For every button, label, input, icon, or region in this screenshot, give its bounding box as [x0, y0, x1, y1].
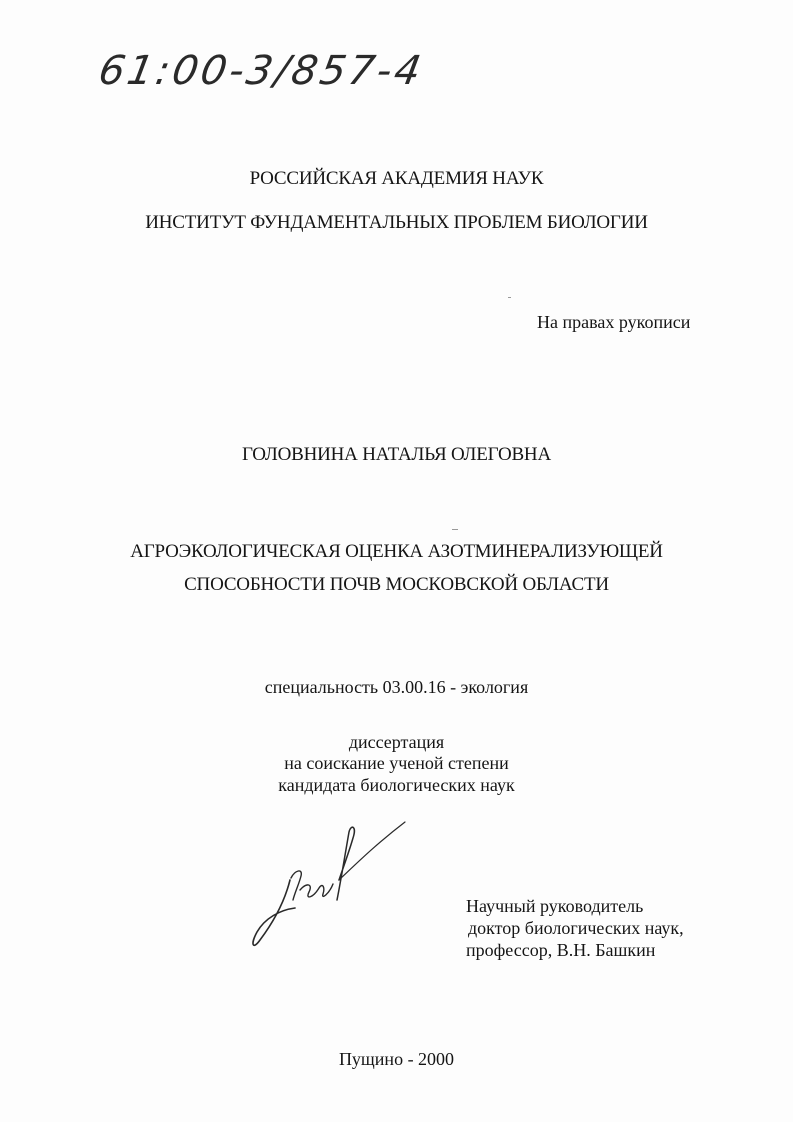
- thesis-title-line-2: СПОСОБНОСТИ ПОЧВ МОСКОВСКОЙ ОБЛАСТИ: [184, 574, 609, 595]
- institute-name: ИНСТИТУТ ФУНДАМЕНТАЛЬНЫХ ПРОБЛЕМ БИОЛОГИИ: [145, 212, 648, 233]
- thesis-title-line-1: АГРОЭКОЛОГИЧЕСКАЯ ОЦЕНКА АЗОТМИНЕРАЛИЗУЮЩЕЙ: [130, 541, 663, 562]
- degree-purpose: на соискание ученой степени: [284, 753, 509, 773]
- academy-name: РОССИЙСКАЯ АКАДЕМИЯ НАУК: [249, 168, 544, 189]
- specialty: специальность 03.00.16 - экология: [264, 677, 529, 697]
- handwritten-catalog-code: 61:00-3/857-4: [95, 48, 428, 94]
- dissertation-label: диссертация: [348, 732, 445, 752]
- supervisor-label: Научный руководитель: [466, 896, 644, 916]
- paper-speck: [452, 529, 458, 530]
- rights-note: На правах рукописи: [537, 312, 691, 332]
- place-and-year: Пущино - 2000: [338, 1049, 455, 1069]
- supervisor-name: профессор, В.Н. Башкин: [466, 940, 656, 960]
- author-signature: [245, 820, 415, 960]
- author-name: ГОЛОВНИНА НАТАЛЬЯ ОЛЕГОВНА: [242, 444, 551, 465]
- supervisor-degree: доктор биологических наук,: [468, 918, 684, 938]
- degree-name: кандидата биологических наук: [278, 775, 515, 795]
- paper-speck: [508, 297, 511, 298]
